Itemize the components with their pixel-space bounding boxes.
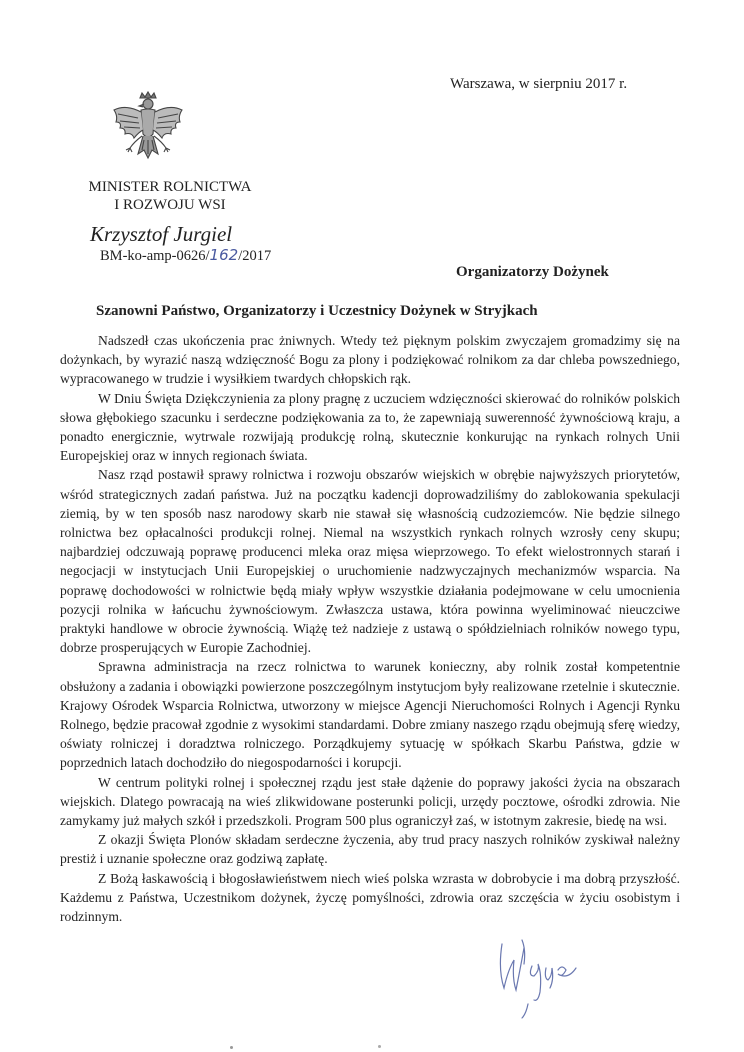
reference-prefix: BM-ko-amp-0626/ <box>100 248 210 264</box>
reference-handwritten-number: 162 <box>209 246 239 264</box>
scan-mark <box>378 1045 381 1048</box>
ministry-name <box>60 178 280 214</box>
paragraph-3: Nasz rząd postawił sprawy rolnictwa i rozwoju obszarów wiejskich w obrębie najwyższych priorytetów, wśród strategicznych zadań państwa. Już na początku kadencji doprowadziliśmy do zablokowania spekulacji ziemią, by w ten sposób nasz narodowy skarb nie stawał się własnością cudzoziemców. Nie będzie silnego rolnictwa bez opłacalności produkcji rolnej. Niemal na wszystkich rynkach rolnych wzrosły ceny skupu; najbardziej odczuwają poprawę producenci mleka oraz mięsa wieprzowego. To efekt wielostronnych starań i negocjacji w instytucjach Unii Europejskiej o uruchomienie nadzwyczajnych mechanizmów wsparcia. Na poprawę dochodowości w rolnictwie będą miały wpływ wszystkie działania podejmowane w celu umocnienia pozycji rolnika w łańcuchu żywnościowym. Zwłaszcza ustawa, która powinna wyeliminować nieuczciwe praktyki handlowe w obrocie żywnością. Wiążę też nadzieje z ustawą o spółdzielniach rolników nowego typu, dobrze prosperujących w Europie Zachodniej. <box>60 467 680 656</box>
paragraph-4: Sprawna administracja na rzecz rolnictwa to warunek konieczny, aby rolnik został kompetentnie obsłużony a zadania i obowiązki powierzone poszczególnym instytucjom były realizowane rzetelnie i skutecznie. Krajowy Ośrodek Wsparcia Rolnictwa, utworzony w miejsce Agencji Nieruchomości Rolnych i Agencji Rynku Rolnego, będzie pracował zgodnie z wysokimi standardami. Dobre zmiany naszego rządu obejmują sferę wiedzy, oświaty rolniczej i doradztwa rolniczego. Porządkujemy sytuację w spółkach Skarbu Państwa, gdzie w poprzednich latach dochodziło do niegospodarności i korupcji. <box>60 659 680 771</box>
letter-body <box>60 331 680 926</box>
addressee: Organizatorzy Dożynek <box>456 264 609 280</box>
paragraph-6: Z okazji Święta Plonów składam serdeczne życzenia, aby trud pracy naszych rolników zyskiwał należny prestiż i uznanie społeczne oraz godziwą zapłatę. <box>60 832 680 867</box>
reference-number <box>100 246 271 265</box>
minister-name: Krzysztof Jurgiel <box>90 222 233 246</box>
scan-mark <box>230 1046 233 1049</box>
ministry-line-1: MINISTER ROLNICTWA <box>88 179 252 195</box>
polish-eagle-emblem-icon <box>108 90 188 172</box>
paragraph-2: W Dniu Święta Dziękczynienia za plony pragnę z uczuciem wdzięczności skierować do rolników polskich słowa głębokiego szacunku i serdeczne podziękowania za to, że zapewniają suwerenność żywnościową kraju, a ponadto energicznie, wytrwale rozwijają produkcję rolną, skutecznie konkurując na rynkach rolnych Unii Europejskiej oraz w innych regionach świata. <box>60 390 680 464</box>
ministry-line-2: I ROZWOJU WSI <box>114 197 226 213</box>
reference-suffix: /2017 <box>238 248 272 264</box>
date-line: Warszawa, w sierpniu 2017 r. <box>450 76 628 92</box>
paragraph-1: Nadszedł czas ukończenia prac żniwnych. Wtedy też pięknym polskim zwyczajem gromadzimy się na dożynkach, by wyrazić naszą wdzięczność Bogu za plony i podziękować rolnikom za dar chleba powszedniego, wypracowanego w trudzie i wysiłkiem twardych chłopskich rąk. <box>60 333 680 387</box>
handwritten-signature-icon <box>488 930 588 1020</box>
paragraph-7: Z Bożą łaskawością i błogosławieństwem niech wieś polska wzrasta w dobrobycie i ma dobrą przyszłość. Każdemu z Państwa, Uczestnikom dożynek, życzę pomyślności, zdrowia oraz szczęścia w życiu osobistym i rodzinnym. <box>60 870 680 925</box>
paragraph-5: W centrum polityki rolnej i społecznej rządu jest stałe dążenie do poprawy jakości życia na obszarach wiejskich. Dlatego powracają na wieś zlikwidowane posterunki policji, urzędy pocztowe, ośrodki zdrowia. Nie zamykamy już małych szkół i przedszkoli. Program 500 plus ograniczył zaś, w istotnym zakresie, biedę na wsi. <box>60 774 680 829</box>
salutation: Szanowni Państwo, Organizatorzy i Uczestnicy Dożynek w Stryjkach <box>96 303 538 319</box>
